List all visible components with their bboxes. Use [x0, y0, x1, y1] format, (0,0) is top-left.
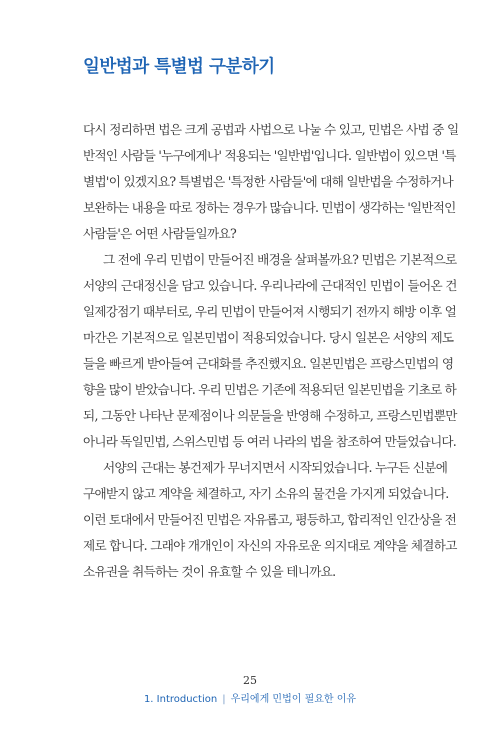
footer-chapter: 1. Introduction: [143, 694, 218, 705]
text-line: 그 전에 우리 민법이 만들어진 배경을 살펴볼까요? 민법은 기본적으로: [103, 252, 457, 267]
text-line: 소유권을 취득하는 것이 유효할 수 있을 테니까요.: [83, 564, 336, 579]
text-line: 되, 그동안 나타난 문제점이나 의문들을 반영해 수정하고, 프랑스민법뿐만: [83, 408, 457, 423]
text-line: 다시 정리하면 법은 크게 공법과 사법으로 나눌 수 있고, 민법은 사법 중 일: [83, 122, 459, 137]
body-text: [83, 117, 458, 585]
paragraph-2: [83, 247, 458, 455]
text-line: 아니라 독일민법, 스위스민법 등 여러 나라의 법을 참조하여 만들었습니다.: [83, 434, 456, 449]
footer-chapter-subtitle: 우리에게 민법이 필요한 이유: [230, 694, 357, 705]
text-line: 서양의 근대는 봉건제가 무너지면서 시작되었습니다. 누구든 신분에: [103, 460, 448, 475]
text-line: 서양의 근대정신을 담고 있습니다. 우리나라에 근대적인 민법이 들어온 건: [83, 278, 457, 293]
paragraph-1: [83, 117, 458, 247]
running-footer: [0, 690, 500, 705]
text-line: 마간은 기본적으로 일본민법이 적용되었습니다. 당시 일본은 서양의 제도: [83, 330, 454, 345]
text-line: 보완하는 내용을 따로 정하는 경우가 많습니다. 민법이 생각하는 '일반적인: [83, 200, 456, 215]
text-line: 향을 많이 받았습니다. 우리 민법은 기존에 적용되던 일본민법을 기초로 하: [83, 382, 456, 397]
footer-separator: |: [222, 694, 226, 705]
section-title: 일반법과 특별법 구분하기: [83, 57, 275, 77]
text-line: 들을 빠르게 받아들여 근대화를 추진했지요. 일본민법은 프랑스민법의 영: [83, 356, 454, 371]
text-line: 이런 토대에서 만들어진 민법은 자유롭고, 평등하고, 합리적인 인간상을 전: [83, 512, 456, 527]
text-line: 별법'이 있겠지요? 특별법은 '특정한 사람들'에 대해 일반법을 수정하거나: [83, 174, 453, 189]
page-number: 25: [243, 674, 257, 687]
text-line: 사람들'은 어떤 사람들일까요?: [83, 226, 237, 241]
text-line: 제로 합니다. 그래야 개개인이 자신의 자유로운 의지대로 계약을 체결하고: [83, 538, 457, 553]
text-line: 일제강점기 때부터로, 우리 민법이 만들어져 시행되기 전까지 해방 이후 얼: [83, 304, 456, 319]
text-line: 반적인 사람들 '누구에게나' 적용되는 '일반법'입니다. 일반법이 있으면 '특: [83, 148, 456, 163]
text-line: 구애받지 않고 계약을 체결하고, 자기 소유의 물건을 가지게 되었습니다.: [83, 486, 449, 501]
paragraph-3: [83, 455, 458, 585]
